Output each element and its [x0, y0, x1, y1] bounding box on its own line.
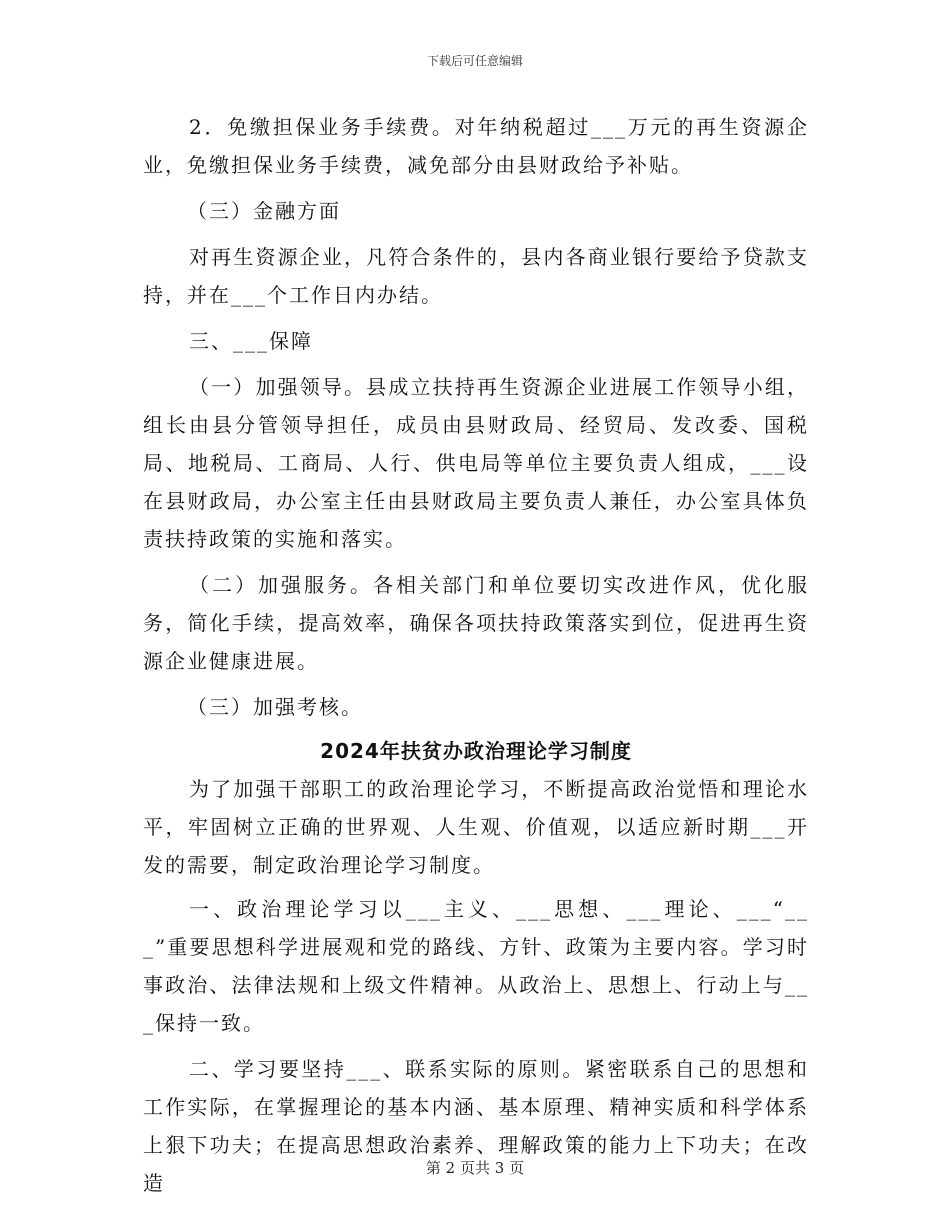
paragraph-intro: 为了加强干部职工的政治理论学习，不断提高政治觉悟和理论水平，牢固树立正确的世界观、人生观、价值观，以适应新时期___开发的需要，制定政治理论学习制度。	[143, 777, 809, 877]
heading-guarantee: 三、___保障	[189, 329, 313, 353]
paragraph-fee-exemption: 2．免缴担保业务手续费。对年纳税超过___万元的再生资源企业，免缴担保业务手续费，减免部分由县财政给予补贴。	[143, 115, 809, 177]
section-title: 2024年扶贫办政治理论学习制度	[320, 739, 632, 763]
paragraph-rule-two: 二、学习要坚持___、联系实际的原则。紧密联系自己的思想和工作实际，在掌握理论的基本内涵、基本原理、精神实质和科学体系上狠下功夫；在提高思想政治素养、理解政策的能力上下功夫；在改造	[143, 1057, 809, 1195]
heading-finance: （三）金融方面	[187, 199, 341, 223]
paragraph-rule-one: 一、政治理论学习以___主义、___思想、___理论、___“___”重要思想科学进展观和党的路线、方针、政策为主要内容。学习时事政治、法律法规和上级文件精神。从政治上、思想上、行动上与___保持一致。	[143, 897, 809, 1035]
page-footer: 第 2 页共 3 页	[425, 1159, 525, 1177]
paragraph-loan-support: 对再生资源企业，凡符合条件的，县内各商业银行要给予贷款支持，并在___个工作日内办结。	[143, 245, 809, 307]
document-body	[143, 108, 809, 1202]
paragraph-assessment: （三）加强考核。	[187, 695, 363, 719]
paragraph-leadership: （一）加强领导。县成立扶持再生资源企业进展工作领导小组，组长由县分管领导担任，成员由县财政局、经贸局、发改委、国税局、地税局、工商局、人行、供电局等单位主要负责人组成，___设在县财政局，办公室主任由县财政局主要负责人兼任，办公室具体负责扶持政策的实施和落实。	[143, 375, 809, 551]
paragraph-service: （二）加强服务。各相关部门和单位要切实改进作风，优化服务，简化手续，提高效率，确保各项扶持政策落实到位，促进再生资源企业健康进展。	[143, 573, 809, 673]
page-header: 下载后可任意编辑	[426, 54, 523, 68]
